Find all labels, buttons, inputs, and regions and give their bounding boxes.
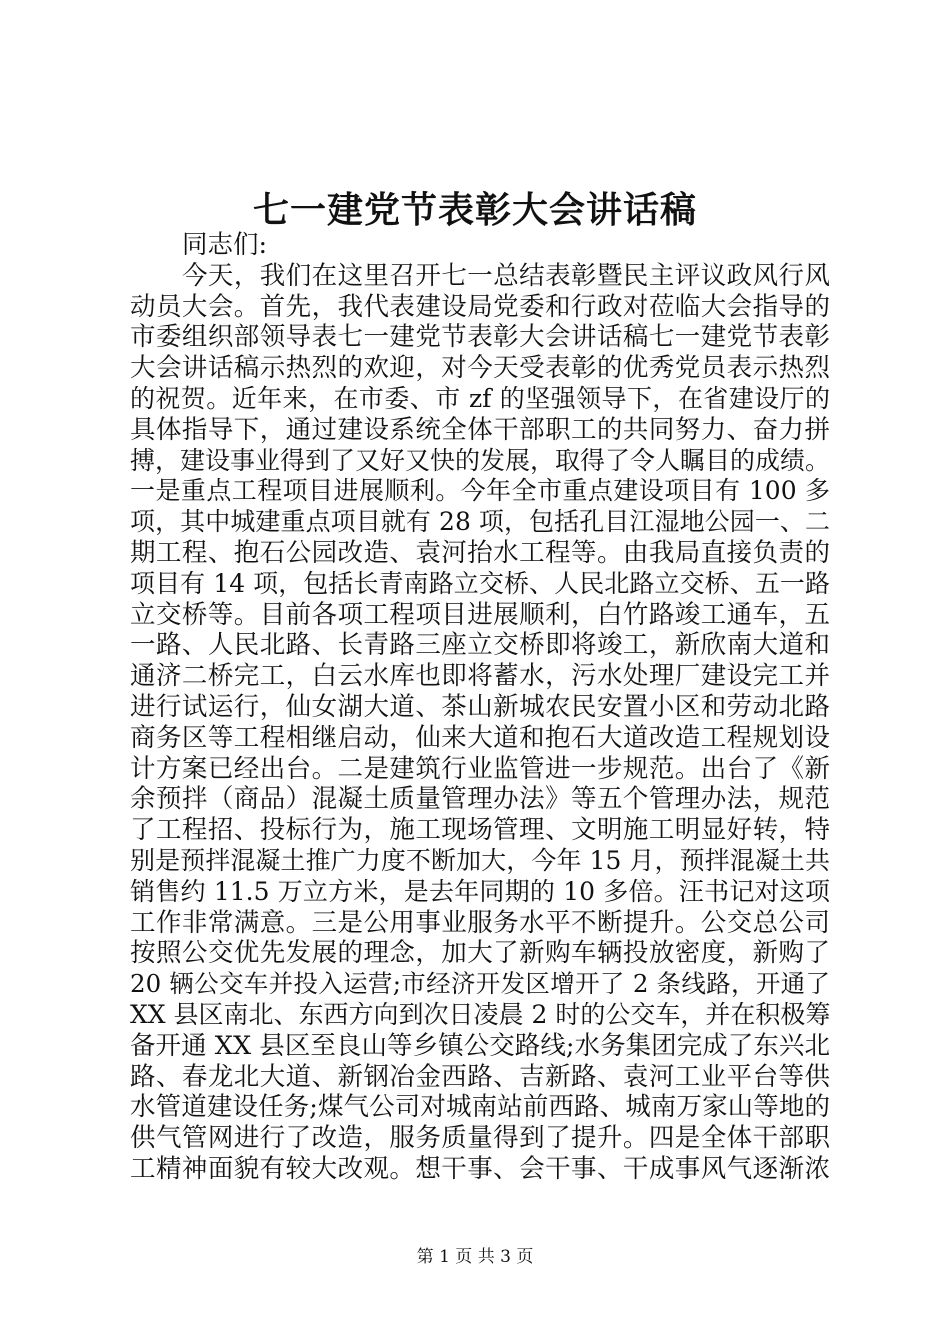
body-line: 销售约 11.5 万立方米，是去年同期的 10 多倍。汪书记对这项 [130, 876, 830, 906]
body-line: 项目有 14 项，包括长青南路立交桥、人民北路立交桥、五一路 [130, 568, 830, 598]
body-line: 备开通 XX 县区至良山等乡镇公交路线;水务集团完成了东兴北 [130, 1030, 830, 1061]
body-line: 工作非常满意。三是公用事业服务水平不断提升。公交总公司 [130, 907, 830, 938]
salutation: 同志们: [182, 230, 268, 260]
body-line: 项，其中城建重点项目就有 28 项，包括孔目江湿地公园一、二 [130, 507, 830, 537]
body-line: 立交桥等。目前各项工程项目进展顺利，白竹路竣工通车，五 [130, 599, 830, 630]
body-line: 一路、人民北路、长青路三座立交桥即将竣工，新欣南大道和 [130, 630, 830, 661]
body-line: 通济二桥完工，白云水库也即将蓄水，污水处理厂建设完工并 [130, 661, 830, 692]
body-line: 的祝贺。近年来，在市委、市 zf 的坚强领导下，在省建设厅的 [130, 383, 830, 413]
body-line: 按照公交优先发展的理念，加大了新购车辆投放密度，新购了 [130, 938, 830, 969]
body-line: 进行试运行，仙女湖大道、茶山新城农民安置小区和劳动北路 [130, 691, 830, 722]
body-line: 搏，建设事业得到了又好又快的发展，取得了令人瞩目的成绩。 [130, 445, 831, 475]
document-body [130, 230, 830, 1185]
body-line: 工精神面貌有较大改观。想干事、会干事、干成事风气逐渐浓 [130, 1153, 830, 1184]
body-line: 具体指导下，通过建设系统全体干部职工的共同努力、奋力拼 [130, 414, 830, 445]
page-title: 七一建党节表彰大会讲话稿 [252, 189, 697, 231]
body-line: 供气管网进行了改造，服务质量得到了提升。四是全体干部职 [130, 1123, 830, 1154]
body-line: 计方案已经出台。二是建筑行业监管进一步规范。出台了《新 [130, 753, 830, 784]
body-line: 商务区等工程相继启动，仙来大道和抱石大道改造工程规划设 [130, 722, 830, 753]
body-line: 了工程招、投标行为，施工现场管理、文明施工明显好转，特 [130, 815, 830, 846]
page-number: 第 1 页 共 3 页 [416, 1247, 534, 1267]
body-line: 期工程、抱石公园改造、袁河抬水工程等。由我局直接负责的 [130, 537, 830, 568]
body-line: 今天，我们在这里召开七一总结表彰暨民主评议政风行风 [182, 260, 830, 291]
body-line: 大会讲话稿示热烈的欢迎，对今天受表彰的优秀党员表示热烈 [130, 353, 830, 384]
body-line: 水管道建设任务;煤气公司对城南站前西路、城南万家山等地的 [130, 1092, 830, 1123]
body-line: 一是重点工程项目进展顺利。今年全市重点建设项目有 100 多 [130, 476, 830, 506]
body-line: 路、春龙北大道、新钢冶金西路、吉新路、袁河工业平台等供 [130, 1061, 830, 1092]
body-line: 别是预拌混凝土推广力度不断加大，今年 15 月，预拌混凝土共 [130, 845, 830, 875]
body-line: XX 县区南北、东西方向到次日凌晨 2 时的公交车，并在积极筹 [130, 999, 831, 1029]
body-line: 余预拌（商品）混凝土质量管理办法》等五个管理办法，规范 [130, 784, 830, 815]
body-line: 市委组织部领导表七一建党节表彰大会讲话稿七一建党节表彰 [130, 322, 830, 353]
body-line: 20 辆公交车并投入运营;市经济开发区增开了 2 条线路，开通了 [130, 969, 830, 999]
body-line: 动员大会。首先，我代表建设局党委和行政对莅临大会指导的 [130, 291, 830, 322]
